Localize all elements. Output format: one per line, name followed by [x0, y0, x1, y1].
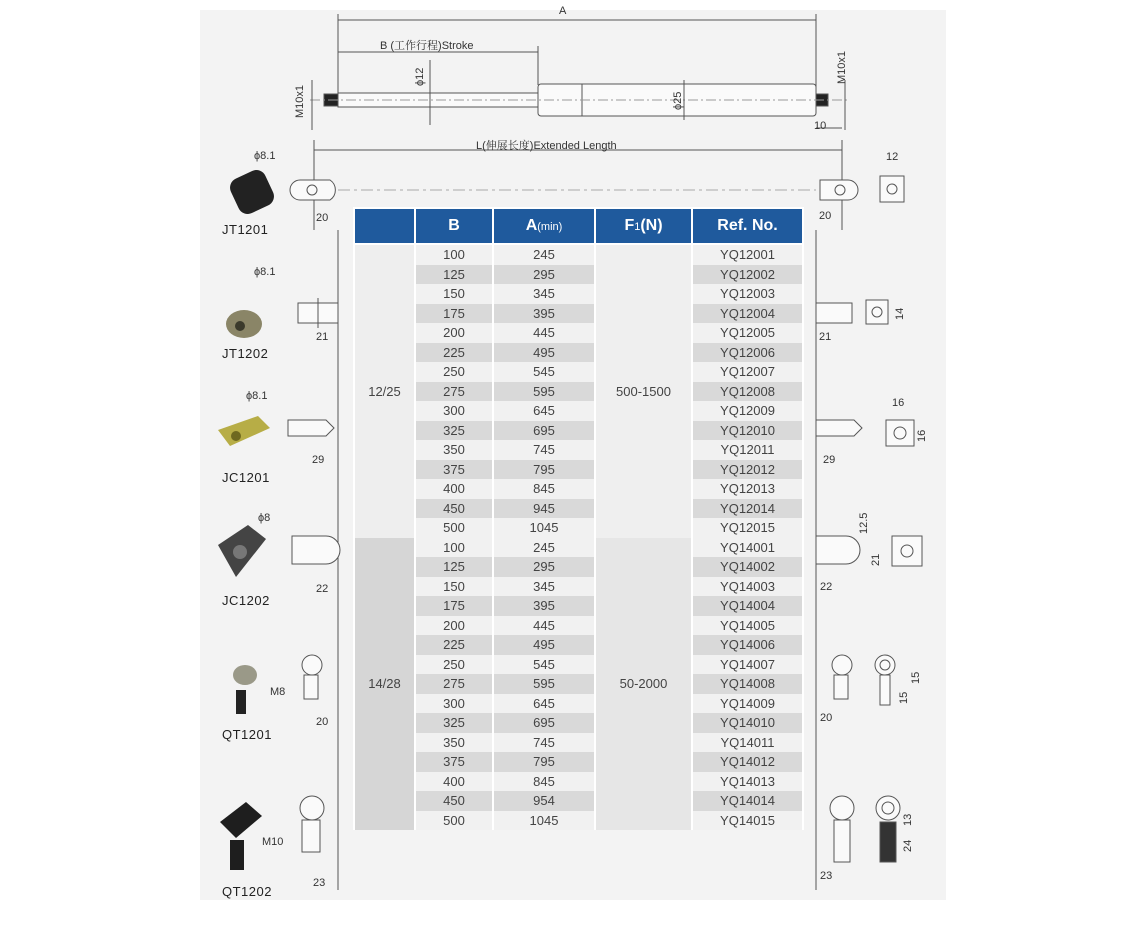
table-row [354, 284, 803, 304]
b-cell: 350 [415, 440, 493, 460]
ref-cell: YQ14006 [692, 635, 803, 655]
b-cell: 125 [415, 557, 493, 577]
fit3-dia: ϕ8.1 [246, 390, 268, 402]
b-cell: 200 [415, 323, 493, 343]
ref-cell: YQ14007 [692, 655, 803, 675]
table-row [354, 538, 803, 558]
rfit1-w: 12 [886, 151, 899, 163]
header-ref: Ref. No. [692, 208, 803, 244]
table-row [354, 674, 803, 694]
dim-end-len: 10 [814, 120, 827, 132]
size-cell: 14/28 [354, 538, 415, 831]
a-cell: 295 [493, 265, 595, 285]
ref-cell: YQ12014 [692, 499, 803, 519]
part-qt1202: QT1202 [222, 884, 272, 899]
b-cell: 150 [415, 284, 493, 304]
a-cell: 445 [493, 323, 595, 343]
table-row [354, 440, 803, 460]
table-body [354, 244, 803, 830]
ref-cell: YQ12012 [692, 460, 803, 480]
a-cell: 445 [493, 616, 595, 636]
table-row [354, 733, 803, 753]
fit6-thread: M10 [262, 836, 284, 848]
header-b: B [415, 208, 493, 244]
part-jc1201: JC1201 [222, 470, 270, 485]
a-cell: 545 [493, 362, 595, 382]
fit5-len: 20 [316, 716, 329, 728]
a-cell: 395 [493, 596, 595, 616]
b-cell: 300 [415, 694, 493, 714]
a-cell: 745 [493, 733, 595, 753]
a-cell: 545 [493, 655, 595, 675]
fit5-thread: M8 [270, 686, 286, 698]
ref-cell: YQ14014 [692, 791, 803, 811]
fit2-len: 21 [316, 331, 329, 343]
table-row [354, 323, 803, 343]
ref-cell: YQ14002 [692, 557, 803, 577]
spec-table [353, 207, 804, 830]
table-row [354, 694, 803, 714]
ref-cell: YQ14012 [692, 752, 803, 772]
table-row [354, 518, 803, 538]
b-cell: 400 [415, 772, 493, 792]
a-cell: 1045 [493, 518, 595, 538]
dim-rod-dia: ϕ12 [414, 67, 426, 86]
ref-cell: YQ12002 [692, 265, 803, 285]
ref-cell: YQ12008 [692, 382, 803, 402]
table-row [354, 479, 803, 499]
ref-cell: YQ14003 [692, 577, 803, 597]
ref-cell: YQ12006 [692, 343, 803, 363]
rfit3-w: 16 [892, 397, 905, 409]
b-cell: 500 [415, 518, 493, 538]
b-cell: 325 [415, 713, 493, 733]
ref-cell: YQ14009 [692, 694, 803, 714]
header-a: A(min) [493, 208, 595, 244]
ref-cell: YQ12007 [692, 362, 803, 382]
b-cell: 150 [415, 577, 493, 597]
dim-a: A [559, 5, 567, 17]
rfit6-len: 23 [820, 870, 833, 882]
table-row [354, 265, 803, 285]
rfit1-len: 20 [819, 210, 832, 222]
ref-cell: YQ14013 [692, 772, 803, 792]
table-row [354, 401, 803, 421]
a-cell: 795 [493, 460, 595, 480]
a-cell: 495 [493, 635, 595, 655]
ref-cell: YQ14005 [692, 616, 803, 636]
table-row [354, 460, 803, 480]
dim-tube-dia: ϕ25 [672, 91, 684, 110]
table-row [354, 343, 803, 363]
a-cell: 845 [493, 479, 595, 499]
ref-cell: YQ12011 [692, 440, 803, 460]
ref-cell: YQ12013 [692, 479, 803, 499]
b-cell: 300 [415, 401, 493, 421]
b-cell: 275 [415, 674, 493, 694]
table-row [354, 616, 803, 636]
part-jt1201: JT1201 [222, 222, 269, 237]
a-cell: 495 [493, 343, 595, 363]
ref-cell: YQ14004 [692, 596, 803, 616]
header-force: F1(N) [595, 208, 692, 244]
ref-cell: YQ12003 [692, 284, 803, 304]
b-cell: 250 [415, 362, 493, 382]
rfit4-len: 22 [820, 581, 833, 593]
ref-cell: YQ12004 [692, 304, 803, 324]
a-cell: 954 [493, 791, 595, 811]
table-row [354, 596, 803, 616]
b-cell: 100 [415, 538, 493, 558]
dim-thread-left: M10x1 [294, 84, 306, 118]
b-cell: 375 [415, 460, 493, 480]
a-cell: 695 [493, 421, 595, 441]
rfit3-h: 16 [916, 429, 928, 442]
a-cell: 345 [493, 284, 595, 304]
table-row [354, 791, 803, 811]
a-cell: 595 [493, 674, 595, 694]
rfit2-len: 21 [819, 331, 832, 343]
ref-cell: YQ12009 [692, 401, 803, 421]
b-cell: 325 [415, 421, 493, 441]
fit4-len: 22 [316, 583, 329, 595]
a-cell: 1045 [493, 811, 595, 831]
b-cell: 175 [415, 596, 493, 616]
ref-cell: YQ12010 [692, 421, 803, 441]
rfit5-w: 15 [898, 691, 910, 704]
force-cell: 500-1500 [595, 244, 692, 538]
a-cell: 945 [493, 499, 595, 519]
b-cell: 200 [415, 616, 493, 636]
b-cell: 275 [415, 382, 493, 402]
table-row [354, 421, 803, 441]
a-cell: 595 [493, 382, 595, 402]
ref-cell: YQ12015 [692, 518, 803, 538]
b-cell: 250 [415, 655, 493, 675]
table-row [354, 244, 803, 265]
fit1-len: 20 [316, 212, 329, 224]
ref-cell: YQ12001 [692, 244, 803, 265]
dim-thread-right: M10x1 [836, 50, 848, 84]
table-row [354, 635, 803, 655]
fit3-len: 29 [312, 454, 325, 466]
b-cell: 125 [415, 265, 493, 285]
a-cell: 295 [493, 557, 595, 577]
a-cell: 345 [493, 577, 595, 597]
table-row [354, 577, 803, 597]
a-cell: 645 [493, 401, 595, 421]
fit4-dia: ϕ8 [258, 512, 271, 524]
fit1-dia: ϕ8.1 [254, 150, 276, 162]
force-cell: 50-2000 [595, 538, 692, 831]
a-cell: 795 [493, 752, 595, 772]
part-qt1201: QT1201 [222, 727, 272, 742]
table-row [354, 713, 803, 733]
table-row [354, 772, 803, 792]
b-cell: 225 [415, 343, 493, 363]
b-cell: 100 [415, 244, 493, 265]
ref-cell: YQ12005 [692, 323, 803, 343]
table-row [354, 811, 803, 831]
table-row [354, 499, 803, 519]
a-cell: 845 [493, 772, 595, 792]
rfit6-h: 24 [902, 839, 914, 852]
a-cell: 745 [493, 440, 595, 460]
a-cell: 645 [493, 694, 595, 714]
b-cell: 450 [415, 791, 493, 811]
header-size [354, 208, 415, 244]
rfit4-w: 12.5 [858, 512, 870, 534]
a-cell: 395 [493, 304, 595, 324]
b-cell: 175 [415, 304, 493, 324]
table-row [354, 362, 803, 382]
ref-cell: YQ14015 [692, 811, 803, 831]
b-cell: 350 [415, 733, 493, 753]
rfit3-len: 29 [823, 454, 836, 466]
rfit6-w: 13 [902, 813, 914, 826]
b-cell: 400 [415, 479, 493, 499]
rfit2-w: 14 [894, 307, 906, 320]
ref-cell: YQ14011 [692, 733, 803, 753]
part-jc1202: JC1202 [222, 593, 270, 608]
table-row [354, 655, 803, 675]
a-cell: 695 [493, 713, 595, 733]
size-cell: 12/25 [354, 244, 415, 538]
dim-stroke: B (工作行程)Stroke [380, 40, 474, 52]
b-cell: 500 [415, 811, 493, 831]
table-row [354, 557, 803, 577]
part-jt1202: JT1202 [222, 346, 269, 361]
table-row [354, 304, 803, 324]
ref-cell: YQ14010 [692, 713, 803, 733]
a-cell: 245 [493, 244, 595, 265]
rfit5-len: 20 [820, 712, 833, 724]
b-cell: 375 [415, 752, 493, 772]
ref-cell: YQ14001 [692, 538, 803, 558]
b-cell: 225 [415, 635, 493, 655]
table-row [354, 752, 803, 772]
b-cell: 450 [415, 499, 493, 519]
rfit5-h: 15 [910, 671, 922, 684]
ref-cell: YQ14008 [692, 674, 803, 694]
fit6-len: 23 [313, 877, 326, 889]
fit2-dia: ϕ8.1 [254, 266, 276, 278]
dim-extended: L(伸展长度)Extended Length [476, 140, 617, 152]
rfit4-h: 21 [870, 553, 882, 566]
a-cell: 245 [493, 538, 595, 558]
table-row [354, 382, 803, 402]
table-header-row [354, 208, 803, 244]
